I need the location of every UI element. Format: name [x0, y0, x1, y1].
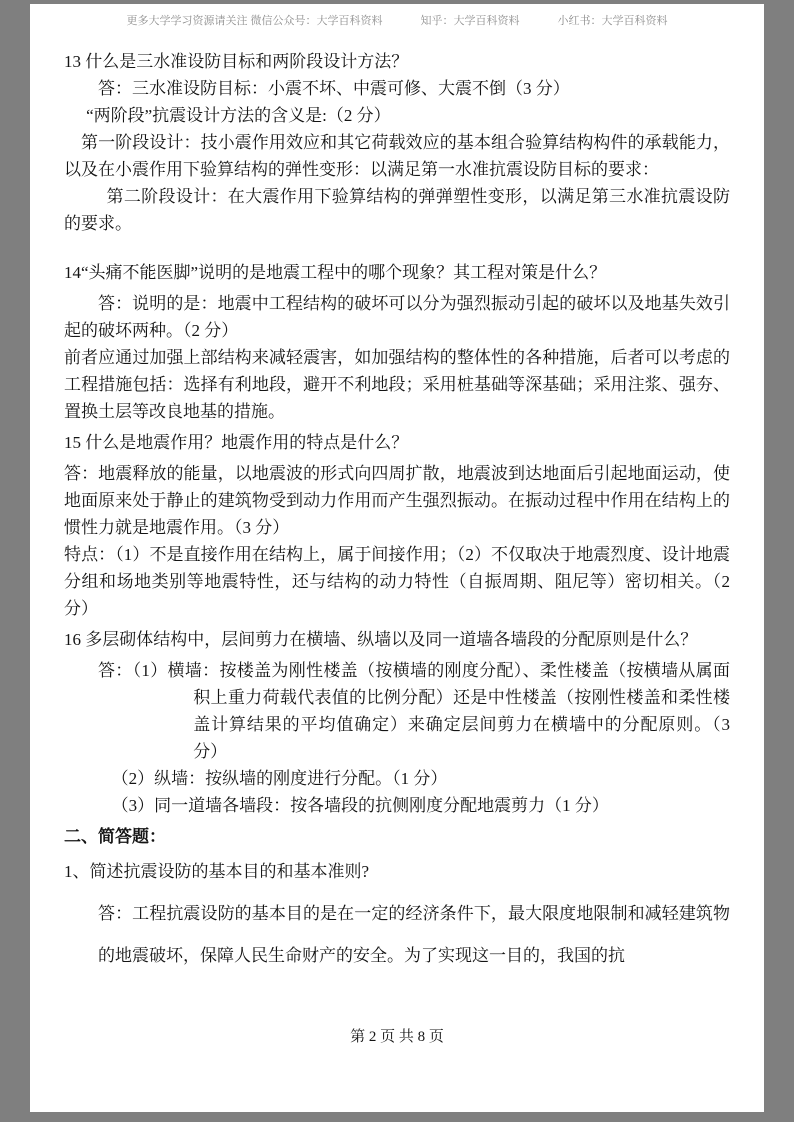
paragraph: 13 什么是三水准设防目标和两阶段设计方法？ [64, 52, 409, 71]
header-wechat-note: 更多大学学习资源请关注 微信公众号：大学百科资料 [126, 15, 383, 27]
paragraph: 15 什么是地震作用？地震作用的特点是什么？ [64, 433, 409, 452]
paragraph: 答：地震释放的能量，以地震波的形式向四周扩散，地震波到达地面后引起地面运动，使地面原来处于静止的建筑物受到动力作用而产生强烈振动。在振动过程中作用在结构上的惯性力就是地震作用。（3 分） [64, 464, 730, 537]
paragraph: 前者应通过加强上部结构来减轻震害，如加强结构的整体性的各种措施，后者可以考虑的工程措施包括：选择有利地段，避开不利地段；采用桩基础等深基础；采用注浆、强夯、置换土层等改良地基的措施。 [64, 348, 730, 421]
paragraph: 第二阶段设计：在大震作用下验算结构的弹弹塑性变形，以满足第三水准抗震设防的要求。 [64, 187, 730, 233]
header-xiaohongshu-note: 小红书：大学百科资料 [557, 15, 668, 27]
paragraph: 第一阶段设计：技小震作用效应和其它荷载效应的基本组合验算结构构件的承载能力，以及在小震作用下验算结构的弹性变形：以满足第一水准抗震设防目标的要求： [64, 133, 730, 179]
page-number: 第 2 页 共 8 页 [350, 1029, 444, 1045]
paragraph: 16 多层砌体结构中，层间剪力在横墙、纵墙以及同一道墙各墙段的分配原则是什么？ [64, 630, 698, 649]
paragraph: 答：（1）横墙：按楼盖为刚性楼盖（按横墙的刚度分配）、柔性楼盖（按横墙从属面积上重力荷载代表值的比例分配）还是中性楼盖（按刚性楼盖和柔性楼盖计算结果的平均值确定）来确定层间剪力在横墙中的分配原则。（3 分） [98, 661, 730, 761]
header-zhihu-note: 知乎：大学百科资料 [420, 15, 520, 27]
paragraph: 14“头痛不能医脚”说明的是地震工程中的哪个现象？其工程对策是什么？ [64, 263, 607, 282]
paragraph: 答：三水准设防目标：小震不坏、中震可修、大震不倒（3 分） [98, 79, 570, 98]
document-body [64, 48, 730, 977]
paragraph: 二、简答题： [64, 827, 166, 846]
document-page [30, 4, 764, 1112]
paragraph: （3）同一道墙各墙段：按各墙段的抗侧刚度分配地震剪力（1 分） [111, 796, 609, 815]
paragraph: 答：说明的是：地震中工程结构的破坏可以分为强烈振动引起的破坏以及地基失效引起的破坏两种。（2 分） [64, 294, 730, 340]
page-header [30, 12, 764, 28]
paragraph: 特点：（1）不是直接作用在结构上，属于间接作用；（2）不仅取决于地震烈度、设计地震分组和场地类别等地震特性，还与结构的动力特性（自振周期、阻尼等）密切相关。（2 分） [64, 545, 730, 618]
paragraph: 1、简述抗震设防的基本目的和基本准则? [64, 862, 370, 881]
paragraph: “两阶段”抗震设计方法的含义是:（2 分） [86, 106, 391, 125]
paragraph: 答：工程抗震设防的基本目的是在一定的经济条件下，最大限度地限制和减轻建筑物的地震破坏，保障人民生命财产的安全。为了实现这一目的，我国的抗 [98, 904, 730, 965]
paragraph: （2）纵墙：按纵墙的刚度进行分配。（1 分） [111, 769, 448, 788]
